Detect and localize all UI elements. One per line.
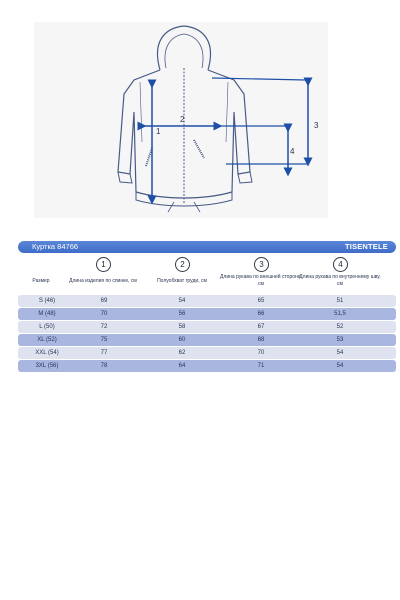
value-cell: 53: [336, 337, 344, 343]
size-cell: 3XL (56): [35, 363, 59, 369]
value-cell: 66: [257, 311, 265, 317]
value-cell: 51: [336, 298, 344, 304]
value-cell: 58: [178, 324, 186, 330]
value-cell: 70: [100, 311, 108, 317]
column-header-4: Длина рукава по внутреннему шву, см: [299, 274, 381, 287]
value-cell: 65: [257, 298, 265, 304]
value-cell: 69: [100, 298, 108, 304]
table-row: [18, 334, 396, 346]
value-cell: 51,5: [334, 311, 346, 317]
size-cell: XL (52): [37, 337, 57, 343]
column-header-size: Размер: [32, 278, 50, 284]
value-cell: 54: [178, 298, 186, 304]
value-cell: 54: [336, 363, 344, 369]
value-cell: 60: [178, 337, 186, 343]
table-row: [18, 347, 396, 359]
value-cell: 67: [257, 324, 265, 330]
table-row: [18, 321, 396, 333]
value-cell: 62: [178, 350, 186, 356]
brand-name: TISENTELE: [344, 242, 388, 251]
column-number-3: 3: [254, 257, 269, 272]
value-cell: 64: [178, 363, 186, 369]
value-cell: 72: [100, 324, 108, 330]
table-row: [18, 295, 396, 307]
measure-label-4: 4: [290, 147, 295, 156]
value-cell: 71: [257, 363, 265, 369]
value-cell: 75: [100, 337, 108, 343]
size-cell: M (48): [38, 311, 56, 317]
table-row: [18, 308, 396, 320]
value-cell: 68: [257, 337, 265, 343]
measure-label-2: 2: [180, 115, 185, 124]
jacket-measurement-diagram: [34, 22, 328, 218]
column-header-1: Длина изделия по спинке, см: [69, 278, 137, 284]
value-cell: 77: [100, 350, 108, 356]
column-number-1: 1: [96, 257, 111, 272]
size-cell: L (50): [39, 324, 55, 330]
value-cell: 54: [336, 350, 344, 356]
column-header-3: Длина рукава по внешней стороне, см: [220, 274, 302, 287]
column-number-2: 2: [175, 257, 190, 272]
jacket-sketch: [34, 22, 328, 218]
column-header-2: Полуобхват груди, см: [157, 278, 207, 284]
size-cell: XXL (54): [35, 350, 59, 356]
value-cell: 78: [100, 363, 108, 369]
column-number-4: 4: [333, 257, 348, 272]
value-cell: 56: [178, 311, 186, 317]
size-cell: S (46): [38, 298, 56, 304]
measure-label-1: 1: [156, 127, 161, 136]
value-cell: 70: [257, 350, 265, 356]
product-title: Куртка 84766: [32, 242, 79, 251]
value-cell: 52: [336, 324, 344, 330]
measure-line-3: [212, 78, 306, 80]
table-row: [18, 360, 396, 372]
size-table-header-bar: [18, 241, 396, 253]
measure-label-3: 3: [314, 121, 319, 130]
